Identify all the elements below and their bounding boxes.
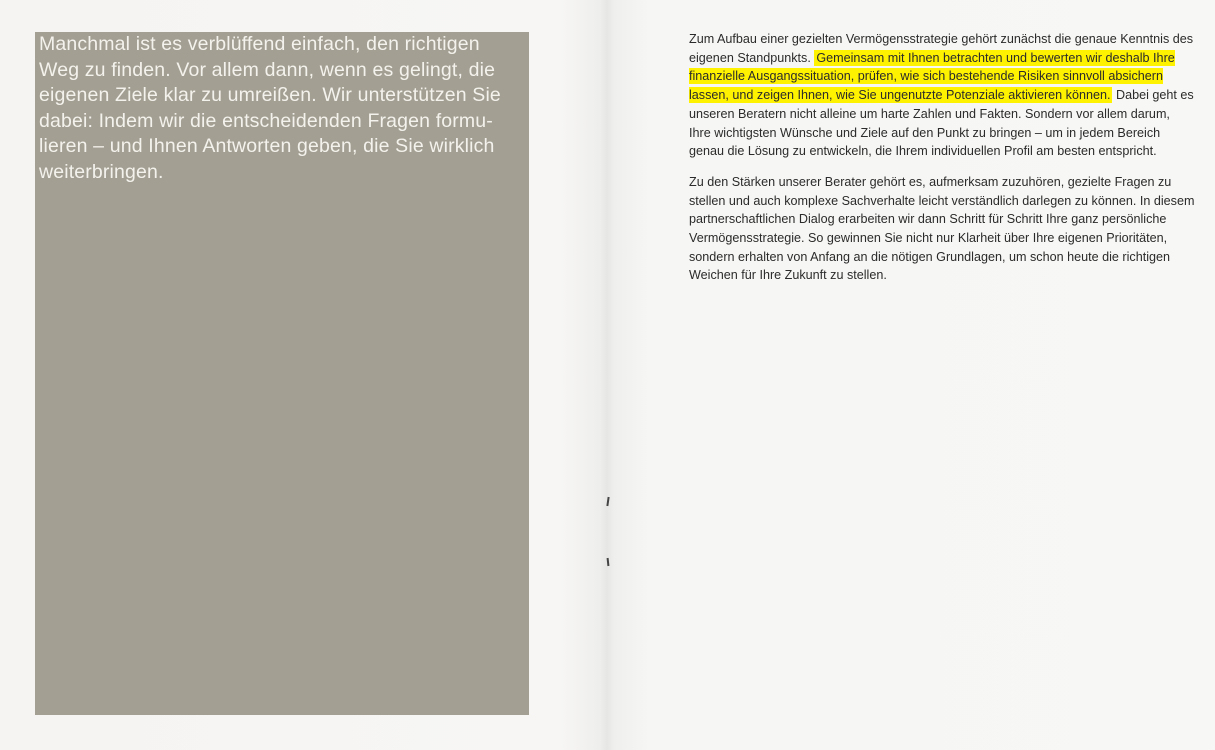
paragraph-2: Zu den Stärken unserer Berater gehört es, aufmerksam zuzuhören, gezielte Fragen zu stellen und auch komplexe Sachverhalte leicht verständlich darlegen zu können. In diesem partnerschaftlichen Dialog erarbeiten wir dann Schritt für Schritt Ihre ganz persönliche Vermögensstrategie. So gewinnen Sie nicht nur Klarheit über Ihre eigenen Prioritäten, sondern erhalten von Anfang an die nötigen Grundlagen, um schon heute die richtigen Weichen für Ihre Zukunft zu stellen. [689, 174, 1195, 283]
intro-text: Manchmal ist es verblüffend einfach, den richtigen Weg zu finden. Vor allem dann, wenn es gelingt, die eigenen Ziele klar zu umreißen. Wir unterstützen Sie dabei: Indem wir die entscheidenden Fragen formu- lieren – und Ihnen Antworten geben, die Sie wirklich weiterbringen. [39, 33, 501, 183]
paragraph-1-end: Dabei geht es unseren Beratern nicht alleine um harte Zahlen und Fakten. Sondern vor allem darum, Ihre wichtigsten Wünsche und Ziele auf den Punkt zu bringen – um in jedem Bereich genau die Lösung zu entwickeln, die Ihrem individuellen Profil am besten entspricht. [689, 88, 1194, 159]
right-page [607, 0, 1215, 750]
intro-panel [35, 32, 529, 715]
left-page [0, 0, 607, 750]
paragraph-1-start: Zum Aufbau einer gezielten Vermögensstrategie gehört zunächst die genaue Kenntnis des eigenen Standpunkts. [689, 32, 1194, 65]
paragraph-1 [689, 30, 1195, 161]
highlighted-passage: Gemeinsam mit Ihnen betrachten und bewerten wir deshalb Ihre finanzielle Ausgangssituation, prüfen, wie sich bestehende Risiken sinnvoll absichern lassen, und zeigen Ihnen, wie Sie ungenutzte Potenziale aktivieren können. [689, 50, 1175, 103]
body-text [689, 30, 1195, 297]
